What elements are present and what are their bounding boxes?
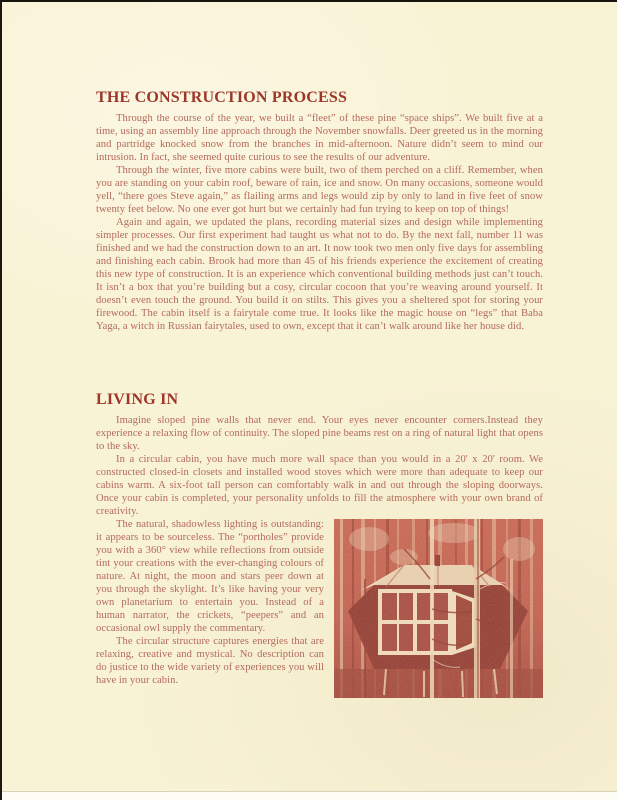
section-living bbox=[96, 390, 543, 701]
paragraph: Again and again, we updated the plans, recording material sizes and design while implementing simpler processes. Our first experiment had taught us what not to do. By the next fall, number 11 was finished and we had the construction down to an art. It now took two men only five days for assembling and finishing each cabin. Brook had more than 45 of his friends experience the excitement of creating this new type of construction. It is an experience which conventional building methods just can’t touch. It isn’t a box that you’re building but a cosy, circular cocoon that you’re weaving around yourself. It doesn’t even touch the ground. You build it on stilts. This gives you a sheltered spot for storing your firewood. The cabin itself is a fairytale come true. It looks like the magic house on “legs” that Baba Yaga, a witch in Russian fairytales, used to own, except that it can’t walk around like her house did. bbox=[96, 217, 543, 332]
construction-body bbox=[96, 112, 543, 333]
living-heading: LIVING IN bbox=[96, 391, 179, 408]
living-body bbox=[96, 414, 543, 701]
page-content bbox=[96, 88, 543, 701]
photo-text-wrap bbox=[96, 518, 543, 701]
scan-edge-bottom bbox=[2, 791, 617, 800]
paragraph: The natural, shadowless lighting is outstanding: it appears to be sourceless. The “portholes” provide you with a 360° view while reflections from outside tint your creations with the ever-changing colours of nature. At night, the moon and stars peer down at you through the skylight. It’s like having your very own planetarium to entertain you. Instead of a human narrator, the crickets, “peepers” and an occasional owl supply the commentary. bbox=[96, 519, 324, 634]
paragraph: Through the course of the year, we built a “fleet” of these pine “space ships”. We built five at a time, using an assembly line approach through the November snowfalls. Deer greeted us in the morning and partridge knocked snow from the branches in mid-afternoon. Nature didn’t seem to mind our intrusion. In fact, she seemed quite curious to see the results of our adventure. bbox=[96, 113, 543, 163]
paragraph: Imagine sloped pine walls that never end. Your eyes never encounter corners.Instead they experience a relaxing flow of continuity. The sloped pine beams rest on a ring of natural light that opens to the sky. bbox=[96, 415, 543, 452]
construction-heading: THE CONSTRUCTION PROCESS bbox=[96, 89, 348, 106]
document-page bbox=[2, 2, 617, 791]
cabin-photo bbox=[334, 519, 543, 698]
paragraph: Through the winter, five more cabins were built, two of them perched on a cliff. Remember, when you are standing on your cabin roof, beware of rain, ice and snow. On many occasions, someone would yell, “there goes Steve again,” as flailing arms and legs would zip by only to land in five feet of snow twenty feet below. No one ever got hurt but we certainly had fun trying to keep on top of things! bbox=[96, 165, 543, 215]
section-construction bbox=[96, 88, 543, 333]
paragraph: The circular structure captures energies that are relaxing, creative and mystical. No description can do justice to the wide variety of experiences you will have in your cabin. bbox=[96, 636, 324, 686]
paragraph: In a circular cabin, you have much more wall space than you would in a 20' x 20' room. We constructed closed-in closets and installed wood stoves which were more than adequate to keep our cabins warm. A six-foot tall person can comfortably walk in and out through the sloping doorways. Once your cabin is completed, your personality unfolds to fill the atmosphere with your own brand of creativity. bbox=[96, 454, 543, 517]
